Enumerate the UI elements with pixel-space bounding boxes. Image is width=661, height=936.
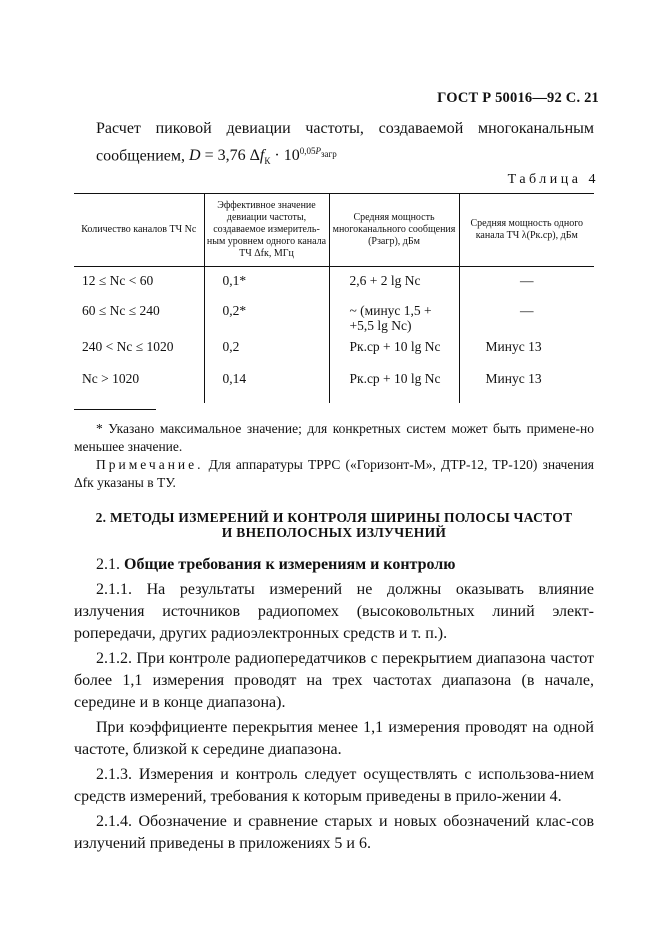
paragraph-2-1 <box>74 554 594 576</box>
paragraph-2-1-1: 2.1.1. На результаты измерений не должны оказывать влияние излучения источников радиопомех (высоковольтных линий элект-ропередачи, других радиоэлектронных средств и т. п.). <box>74 581 594 642</box>
header-mean-power-multichannel: Средняя мощность многоканального сообщения (Pзагр), дБм <box>329 194 459 267</box>
cell-channel-power: Минус 13 <box>459 371 594 403</box>
note-text: Для аппаратуры ТРРС («Горизонт-М», ДТР-12, ТР-120) значения Δfк указаны в ТУ. <box>74 457 594 490</box>
cell-deviation: 0,2* <box>204 303 329 339</box>
para-title: Общие требования к измерениям и контролю <box>124 556 456 573</box>
table-row <box>74 303 594 339</box>
section-body <box>74 554 594 855</box>
intro-paragraph <box>74 118 594 173</box>
table-caption: Таблица 4 <box>507 172 599 187</box>
peak-deviation-formula: D = 3,76 $\Delta f_К \cdot 10^{0,05P_{загр}}$ <box>189 146 337 167</box>
intro-text: Расчет пиковой девиации частоты, создаваемой многоканальным сообщением, <box>96 120 594 165</box>
section-title-line1: 2. МЕТОДЫ ИЗМЕРЕНИЙ И КОНТРОЛЯ ШИРИНЫ ПОЛОСЫ ЧАСТОТ <box>95 510 573 525</box>
data-table <box>74 193 594 403</box>
cell-power <box>329 303 459 339</box>
header-channel-count: Количество каналов ТЧ Nc <box>74 194 204 267</box>
cell-power: Pк.ср + 10 lg Nc <box>329 339 459 371</box>
cell-power-line1: ~ (минус 1,5 + <box>349 303 432 318</box>
cell-channels: 12 ≤ Nc < 60 <box>82 273 154 288</box>
para-number: 2.1. <box>96 556 120 573</box>
header-mean-power-channel: Средняя мощность одного канала ТЧ λ(Pк.ср), дБм <box>459 194 594 267</box>
cell-channel-power: — <box>459 267 594 304</box>
section-title <box>74 510 594 540</box>
table-row <box>74 267 594 304</box>
page-header: ГОСТ Р 50016—92 С. 21 <box>437 90 599 106</box>
paragraph-2-1-4: 2.1.4. Обозначение и сравнение старых и новых обозначений клас-сов излучений приведены в приложениях 5 и 6. <box>74 813 594 852</box>
header-deviation: Эффективное значение девиации частоты, создаваемое измеритель-ным уровнем одного канала ТЧ Δfк, МГц <box>204 194 329 267</box>
note-label: Примечание. <box>96 457 204 472</box>
cell-deviation: 0,1* <box>204 267 329 304</box>
cell-channel-power: Минус 13 <box>459 339 594 371</box>
paragraph-2-1-2: 2.1.2. При контроле радиопередатчиков с перекрытием диапазона частот более 1,1 измерения проводят на трех частотах диапазона (в начале, середине и в конце диапазона). <box>74 650 594 711</box>
paragraph-2-1-3: 2.1.3. Измерения и контроль следует осуществлять с использова-нием средств измерений, требования к которым приведены в прило-жении 4. <box>74 766 594 805</box>
cell-channels: 240 < Nc ≤ 1020 <box>82 339 174 354</box>
cell-channel-power: — <box>459 303 594 339</box>
footnote-note <box>74 456 594 492</box>
cell-power-line2: +5,5 lg Nc) <box>349 318 412 333</box>
footnote-star: * Указано максимальное значение; для конкретных систем может быть примене-но меньшее значение. <box>74 421 594 454</box>
cell-channels: Nc > 1020 <box>82 371 140 386</box>
paragraph-2-1-2-b: При коэффициенте перекрытия менее 1,1 измерения проводят на одной частоте, близкой к середине диапазона. <box>74 719 594 758</box>
cell-power: Pк.ср + 10 lg Nc <box>329 371 459 403</box>
table-header-row <box>74 194 594 267</box>
intro-text-line <box>74 118 594 173</box>
footnote-block <box>74 420 594 492</box>
cell-channels: 60 ≤ Nc ≤ 240 <box>82 303 160 318</box>
cell-power: 2,6 + 2 lg Nc <box>329 267 459 304</box>
table-row <box>74 339 594 371</box>
section-title-line2: И ВНЕПОЛОСНЫХ ИЗЛУЧЕНИЙ <box>221 525 447 540</box>
cell-deviation: 0,14 <box>204 371 329 403</box>
table-row <box>74 371 594 403</box>
footnote-divider <box>74 409 156 410</box>
cell-deviation: 0,2 <box>204 339 329 371</box>
